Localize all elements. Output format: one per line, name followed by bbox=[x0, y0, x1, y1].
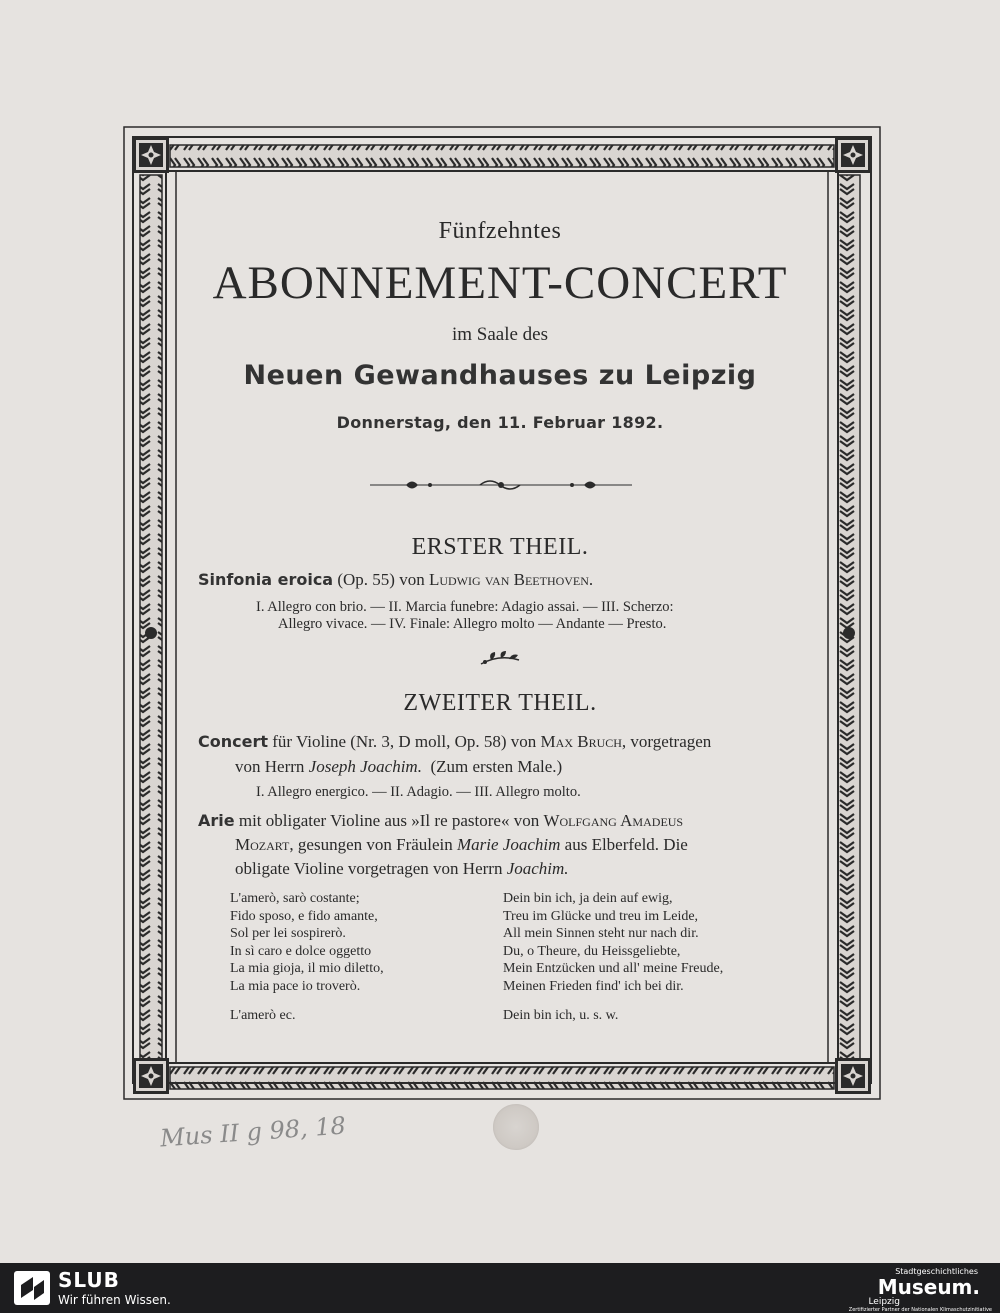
verse-line: La mia pace io troverò. bbox=[230, 978, 361, 994]
verse-line: Du, o Theure, du Heissgeliebte, bbox=[503, 943, 681, 959]
part-one-heading: ERSTER THEIL. bbox=[411, 534, 589, 560]
concert-line-2 bbox=[235, 756, 562, 778]
floral-ornament bbox=[479, 650, 521, 668]
arie-line-2-end: aus Elberfeld. Die bbox=[564, 835, 688, 854]
embossed-stamp bbox=[493, 1104, 539, 1150]
verse-refrain: L'amerò ec. bbox=[230, 1008, 296, 1023]
verse-line: Treu im Glücke und treu im Leide, bbox=[503, 908, 699, 924]
verse-refrain: Dein bin ich, u. s. w. bbox=[503, 1008, 619, 1023]
concert-ordinal: Fünfzehntes bbox=[438, 218, 562, 244]
verse-line: Mein Entzücken und all' meine Freude, bbox=[503, 961, 724, 976]
verse-line: In sì caro e dolce oggetto bbox=[230, 943, 372, 959]
museum-city: Leipzig bbox=[868, 1297, 900, 1307]
verse-line: La mia gioja, il mio diletto, bbox=[230, 961, 384, 976]
concert-line-1 bbox=[198, 731, 711, 753]
ornamental-divider bbox=[370, 475, 632, 495]
venue-name: Neuen Gewandhauses zu Leipzig bbox=[243, 360, 757, 391]
arie-composer-2: Mozart, bbox=[235, 835, 294, 854]
arie-line-2 bbox=[235, 834, 688, 856]
library-name[interactable]: SLUB bbox=[58, 1268, 120, 1292]
museum-name[interactable]: Museum. bbox=[877, 1275, 980, 1299]
verse-line: L'amerò, sarò costante; bbox=[230, 891, 360, 906]
museum-prefix: Stadtgeschichtliches bbox=[895, 1267, 978, 1276]
concert-title-word: Concert bbox=[198, 732, 268, 751]
part-one-movements-2: Allegro vivace. — IV. Finale: Allegro molto — Andante — Presto. bbox=[278, 616, 667, 632]
verse-line: All mein Sinnen steht nur nach dir. bbox=[503, 926, 699, 941]
arie-line-3 bbox=[235, 858, 569, 880]
work-title: Sinfonia eroica bbox=[198, 570, 334, 589]
verse-line: Fido sposo, e fido amante, bbox=[230, 908, 378, 924]
concert-movements: I. Allegro energico. — II. Adagio. — III. Allegro molto. bbox=[256, 784, 581, 800]
arie-singer: Marie Joachim bbox=[457, 835, 561, 854]
verse-italian bbox=[230, 890, 384, 1025]
arie-description: mit obligater Violine aus »Il re pastore« von bbox=[238, 811, 540, 830]
concert-description: für Violine (Nr. 3, D moll, Op. 58) von bbox=[272, 732, 537, 751]
part-two-heading: ZWEITER THEIL. bbox=[403, 690, 597, 716]
verse-line: Sol per lei sospirerò. bbox=[230, 926, 346, 941]
verse-line: Meinen Frieden find' ich bei dir. bbox=[503, 978, 684, 994]
work-composer: Ludwig van Beethoven. bbox=[428, 570, 594, 589]
part-one-work bbox=[198, 569, 593, 591]
museum-note: Zertifizierter Partner der Nationalen Klimaschutzinitiative bbox=[848, 1307, 992, 1313]
venue-intro: im Saale des bbox=[451, 324, 549, 345]
concert-date: Donnerstag, den 11. Februar 1892. bbox=[336, 413, 664, 432]
arie-title: Arie bbox=[198, 811, 235, 830]
part-one-movements-1: I. Allegro con brio. — II. Marcia funebre: Adagio assai. — III. Scherzo: bbox=[256, 599, 674, 615]
concert-soloist: Joseph Joachim. bbox=[308, 757, 422, 776]
arie-composer-1: Wolfgang Amadeus bbox=[543, 811, 684, 830]
concert-line-2-end: (Zum ersten Male.) bbox=[430, 757, 563, 776]
footer-bar bbox=[0, 1263, 1000, 1313]
concert-line-1-end: vorgetragen bbox=[630, 732, 712, 751]
verse-german bbox=[503, 890, 723, 1025]
arie-line-3-start: obligate Violine vorgetragen von Herrn bbox=[235, 859, 503, 878]
concert-line-2-start: von Herrn bbox=[235, 757, 305, 776]
concert-title: ABONNEMENT-CONCERT bbox=[212, 257, 788, 309]
work-opus: (Op. 55) von bbox=[337, 570, 425, 589]
handwritten-shelfmark: Mus II g 98, 18 bbox=[159, 1111, 347, 1153]
arie-line-2-mid: gesungen von Fräulein bbox=[297, 835, 453, 854]
verse-line: Dein bin ich, ja dein auf ewig, bbox=[503, 891, 673, 906]
slub-logo-icon[interactable] bbox=[14, 1271, 50, 1305]
concert-composer: Max Bruch, bbox=[540, 732, 627, 751]
library-tagline: Wir führen Wissen. bbox=[58, 1293, 171, 1307]
arie-violinist: Joachim. bbox=[506, 859, 569, 878]
arie-line-1 bbox=[198, 810, 683, 832]
